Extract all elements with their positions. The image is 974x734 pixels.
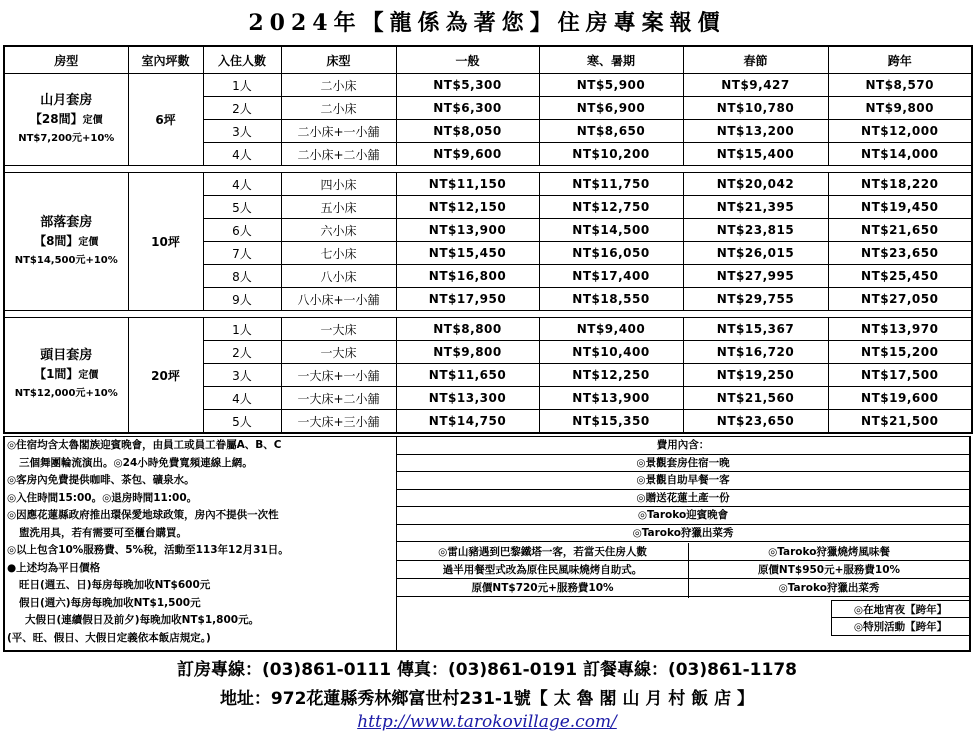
room-count-line <box>5 232 128 252</box>
price-regular: NT$8,800 <box>396 318 539 341</box>
price-new-year: NT$21,650 <box>828 219 972 242</box>
price-regular: NT$5,300 <box>396 74 539 97</box>
occupancy-cell: 5人 <box>203 410 281 434</box>
price-holiday-season: NT$15,350 <box>539 410 683 434</box>
price-new-year: NT$15,200 <box>828 341 972 364</box>
bed-type-cell: 六小床 <box>281 219 396 242</box>
col-header: 室內坪數 <box>128 46 203 74</box>
price-holiday-season: NT$13,900 <box>539 387 683 410</box>
price-regular: NT$13,300 <box>396 387 539 410</box>
price-holiday-season: NT$6,900 <box>539 97 683 120</box>
occupancy-cell: 5人 <box>203 196 281 219</box>
fixed-price: NT$14,500元+10% <box>14 254 118 266</box>
spacer-cell <box>4 166 972 173</box>
bed-type-cell: 一大床 <box>281 318 396 341</box>
fixed-price-label: 定價 <box>78 236 99 248</box>
spacer-cell <box>4 311 972 318</box>
price-new-year: NT$12,000 <box>828 120 972 143</box>
price-new-year: NT$8,570 <box>828 74 972 97</box>
fixed-price-label: 定價 <box>82 114 103 126</box>
room-type-cell <box>4 318 128 434</box>
new-year-boxes <box>831 600 969 636</box>
room-type-cell <box>4 173 128 311</box>
note-line: ●上述均為平日價格 <box>7 561 101 574</box>
price-regular: NT$11,150 <box>396 173 539 196</box>
meal-option-text: 原價NT$720元+服務費10% <box>397 579 688 597</box>
price-holiday-season: NT$16,050 <box>539 242 683 265</box>
note-line: ◎以上包含10%服務費、5%稅，活動至113年12月31日。 <box>7 544 289 556</box>
price-new-year: NT$23,650 <box>828 242 972 265</box>
price-regular: NT$14,750 <box>396 410 539 434</box>
table-row <box>4 173 972 196</box>
price-holiday-season: NT$14,500 <box>539 219 683 242</box>
room-count-line <box>5 365 128 385</box>
price-spring-festival: NT$13,200 <box>683 120 828 143</box>
meal-option-right <box>689 543 969 598</box>
room-name: 部落套房 <box>40 214 93 230</box>
price-spring-festival: NT$9,427 <box>683 74 828 97</box>
occupancy-cell: 4人 <box>203 173 281 196</box>
room-name: 頭目套房 <box>40 348 93 363</box>
meal-options <box>397 543 969 598</box>
price-holiday-season: NT$9,400 <box>539 318 683 341</box>
price-holiday-season: NT$5,900 <box>539 74 683 97</box>
price-regular: NT$6,300 <box>396 97 539 120</box>
price-spring-festival: NT$27,995 <box>683 265 828 288</box>
info-section <box>3 436 971 652</box>
includes-item: ◎Taroko迎賓晚會 <box>397 507 969 525</box>
price-spring-festival: NT$21,560 <box>683 387 828 410</box>
page-title: 2024年【龍係為著您】住房專案報價 <box>248 10 726 36</box>
price-new-year: NT$9,800 <box>828 97 972 120</box>
occupancy-cell: 1人 <box>203 318 281 341</box>
late-snack-box: ◎在地宵夜【跨年】 <box>831 600 969 618</box>
fixed-price-label: 定價 <box>78 370 99 381</box>
room-type-cell <box>4 74 128 166</box>
occupancy-cell: 8人 <box>203 265 281 288</box>
includes-item: ◎景觀套房住宿一晚 <box>397 455 969 473</box>
price-regular: NT$9,800 <box>396 341 539 364</box>
price-regular: NT$16,800 <box>396 265 539 288</box>
note-line: ◎入住時間15:00。◎退房時間11:00。 <box>7 491 198 504</box>
note-line: (平、旺、假日、大假日定義依本飯店規定。) <box>7 631 211 644</box>
room-count: 【28間】 <box>29 111 83 126</box>
bed-type-cell: 八小床+一小舖 <box>281 288 396 311</box>
price-new-year: NT$14,000 <box>828 143 972 166</box>
occupancy-cell: 6人 <box>203 219 281 242</box>
bed-type-cell: 二小床+二小舖 <box>281 143 396 166</box>
price-new-year: NT$19,450 <box>828 196 972 219</box>
price-new-year: NT$27,050 <box>828 288 972 311</box>
price-holiday-season: NT$12,750 <box>539 196 683 219</box>
room-size-cell: 6坪 <box>128 74 203 166</box>
table-row <box>4 74 972 97</box>
meal-option-text: 過半用餐型式改為原住民風味燒烤自助式。 <box>397 561 688 579</box>
occupancy-cell: 3人 <box>203 364 281 387</box>
price-new-year: NT$18,220 <box>828 173 972 196</box>
occupancy-cell: 2人 <box>203 341 281 364</box>
meal-option-left <box>397 543 689 598</box>
price-holiday-season: NT$17,400 <box>539 265 683 288</box>
includes-item: ◎景觀自助早餐一客 <box>397 472 969 490</box>
contact-line: 訂房專線：(03)861-0111 傳真：(03)861-0191 訂餐專線：(03)861-1178 <box>177 660 797 680</box>
price-spring-festival: NT$15,367 <box>683 318 828 341</box>
col-header: 一般 <box>396 46 539 74</box>
includes-item: ◎Taroko狩獵出菜秀 <box>397 525 969 543</box>
note-line: 盥洗用具，若有需要可至櫃台購買。 <box>19 526 187 539</box>
col-header: 房型 <box>4 46 128 74</box>
bed-type-cell: 八小床 <box>281 265 396 288</box>
note-line: ◎客房內免費提供咖啡、茶包、礦泉水。 <box>7 474 195 486</box>
table-row <box>4 318 972 341</box>
bed-type-cell: 一大床 <box>281 341 396 364</box>
price-holiday-season: NT$11,750 <box>539 173 683 196</box>
price-new-year: NT$25,450 <box>828 265 972 288</box>
note-line: 假日(週六)每房每晚加收NT$1,500元 <box>19 596 201 609</box>
meal-option-text: ◎Taroko狩獵出菜秀 <box>689 579 969 597</box>
room-count: 【8間】 <box>34 233 79 248</box>
price-spring-festival: NT$21,395 <box>683 196 828 219</box>
fixed-price: NT$7,200元+10% <box>18 132 115 144</box>
price-table-body <box>4 74 972 434</box>
note-line: ◎因應花蓮縣政府推出環保愛地球政策，房內不提供一次性 <box>7 509 279 521</box>
address-line: 地址：972花蓮縣秀林鄉富世村231-1號【 太 魯 閣 山 月 村 飯 店 】 <box>219 689 755 709</box>
price-table-wrap <box>3 45 971 434</box>
room-count-line <box>5 110 128 130</box>
note-line: 大假日(連續假日及前夕)每晚加收NT$1,800元。 <box>25 614 260 626</box>
bed-type-cell: 五小床 <box>281 196 396 219</box>
price-regular: NT$9,600 <box>396 143 539 166</box>
bed-type-cell: 一大床+一小舖 <box>281 364 396 387</box>
meal-option-text: ◎Taroko狩獵燒烤風味餐 <box>689 543 969 561</box>
price-spring-festival: NT$23,650 <box>683 410 828 434</box>
price-spring-festival: NT$19,250 <box>683 364 828 387</box>
occupancy-cell: 9人 <box>203 288 281 311</box>
price-holiday-season: NT$12,250 <box>539 364 683 387</box>
price-regular: NT$11,650 <box>396 364 539 387</box>
price-spring-festival: NT$20,042 <box>683 173 828 196</box>
price-holiday-season: NT$10,400 <box>539 341 683 364</box>
occupancy-cell: 4人 <box>203 387 281 410</box>
bed-type-cell: 二小床+一小舖 <box>281 120 396 143</box>
occupancy-cell: 1人 <box>203 74 281 97</box>
note-line: 三個舞團輪流演出。◎24小時免費寬頻連線上網。 <box>19 456 253 469</box>
price-spring-festival: NT$23,815 <box>683 219 828 242</box>
price-holiday-season: NT$10,200 <box>539 143 683 166</box>
header-row <box>4 46 972 74</box>
note-line: 旺日(週五、日)每房每晚加收NT$600元 <box>19 579 211 591</box>
room-count: 【1間】 <box>34 367 79 381</box>
price-new-year: NT$21,500 <box>828 410 972 434</box>
bed-type-cell: 二小床 <box>281 74 396 97</box>
special-event-box: ◎特別活動【跨年】 <box>831 618 969 636</box>
price-spring-festival: NT$29,755 <box>683 288 828 311</box>
price-regular: NT$13,900 <box>396 219 539 242</box>
price-regular: NT$12,150 <box>396 196 539 219</box>
notes-list <box>5 437 397 651</box>
group-spacer <box>4 166 972 173</box>
room-name: 山月套房 <box>40 92 93 108</box>
price-holiday-season: NT$18,550 <box>539 288 683 311</box>
occupancy-cell: 4人 <box>203 143 281 166</box>
price-spring-festival: NT$10,780 <box>683 97 828 120</box>
price-new-year: NT$19,600 <box>828 387 972 410</box>
includes-list <box>397 437 969 542</box>
website-link[interactable]: http://www.tarokovillage.com/ <box>357 712 617 732</box>
price-regular: NT$17,950 <box>396 288 539 311</box>
includes-item: ◎贈送花蓮土產一份 <box>397 490 969 508</box>
price-spring-festival: NT$15,400 <box>683 143 828 166</box>
bed-type-cell: 一大床+二小舖 <box>281 387 396 410</box>
meal-option-text: 原價NT$950元+服務費10% <box>689 561 969 579</box>
bed-type-cell: 一大床+三小舖 <box>281 410 396 434</box>
room-size-cell: 10坪 <box>128 173 203 311</box>
price-holiday-season: NT$8,650 <box>539 120 683 143</box>
price-spring-festival: NT$16,720 <box>683 341 828 364</box>
col-header: 春節 <box>683 46 828 74</box>
meal-option-text: ◎雷山豬遇到巴黎鐵塔一客，若當天住房人數 <box>397 543 688 561</box>
occupancy-cell: 2人 <box>203 97 281 120</box>
bed-type-cell: 四小床 <box>281 173 396 196</box>
col-header: 寒、暑期 <box>539 46 683 74</box>
price-table <box>3 45 973 434</box>
col-header: 跨年 <box>828 46 972 74</box>
occupancy-cell: 7人 <box>203 242 281 265</box>
includes-header: 費用內含： <box>397 437 969 455</box>
price-new-year: NT$13,970 <box>828 318 972 341</box>
price-regular: NT$8,050 <box>396 120 539 143</box>
note-line: ◎住宿均含太魯閣族迎賓晚會，由員工或員工眷屬A、B、C <box>7 439 282 451</box>
price-spring-festival: NT$26,015 <box>683 242 828 265</box>
price-regular: NT$15,450 <box>396 242 539 265</box>
price-new-year: NT$17,500 <box>828 364 972 387</box>
col-header: 床型 <box>281 46 396 74</box>
bed-type-cell: 七小床 <box>281 242 396 265</box>
bed-type-cell: 二小床 <box>281 97 396 120</box>
col-header: 入住人數 <box>203 46 281 74</box>
fixed-price: NT$12,000元+10% <box>14 388 118 399</box>
room-size-cell: 20坪 <box>128 318 203 434</box>
group-spacer <box>4 311 972 318</box>
occupancy-cell: 3人 <box>203 120 281 143</box>
